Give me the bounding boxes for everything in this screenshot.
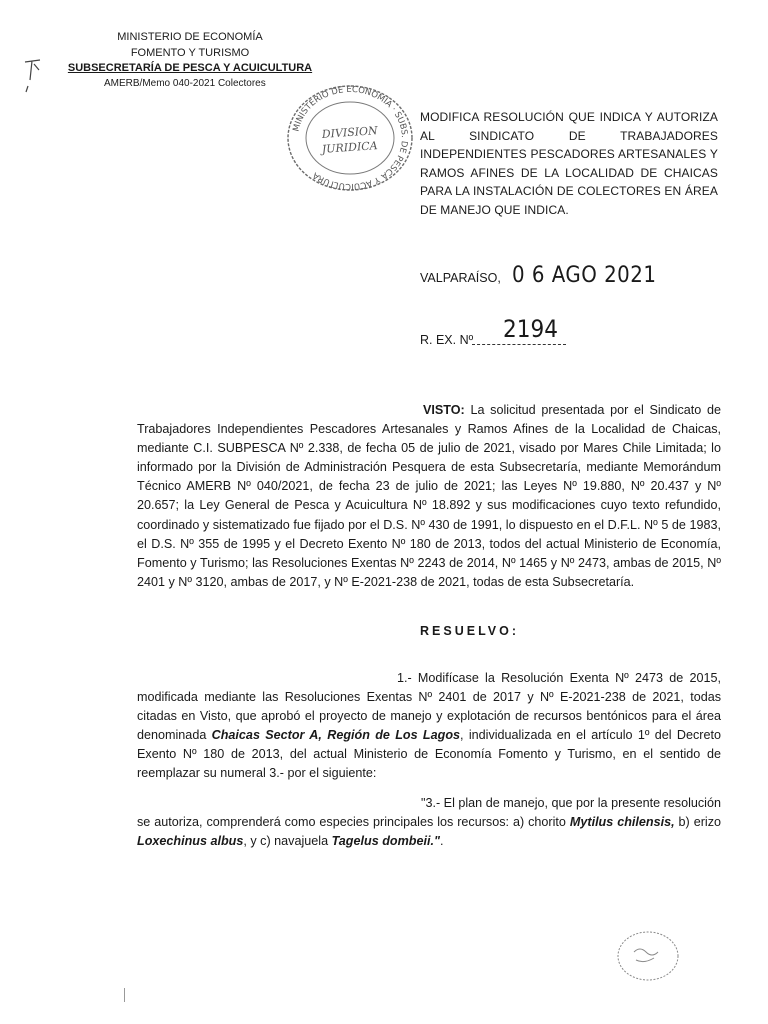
resolution-title: MODIFICA RESOLUCIÓN QUE INDICA Y AUTORIZA AL SINDICATO DE TRABAJADORES INDEPENDIENTES PESCADORES ARTESANALES Y RAMOS AFINES DE LA LOCALIDAD DE CHAICAS PARA LA INSTALACIÓN DE COLECTORES EN ÁREA DE MANEJO QUE INDICA. xyxy=(420,110,718,217)
margin-pen-mark xyxy=(22,56,46,96)
ministry-subtitle: FOMENTO Y TURISMO xyxy=(130,46,250,59)
place-city: VALPARAÍSO, xyxy=(420,271,501,285)
visto-paragraph xyxy=(137,401,721,592)
rex-number-line xyxy=(472,344,566,345)
numeral-3-paragraph: "3.- El plan de manejo, que por la presente resolución se autoriza, comprenderá como especies principales los recursos: a) chorito Mytilus chilensis, b) erizo Loxechinus albus, y c) navajuela Tagelus dombeii.". xyxy=(137,796,721,849)
bottom-stamp xyxy=(612,926,684,986)
species-mytilus: Mytilus chilensis, xyxy=(569,815,675,830)
stamp-ring-text: MINISTERIO DE ECONOMÍA · SUBS. DE PESCA Y ACUICULTURA xyxy=(291,84,410,192)
division-juridica-stamp xyxy=(282,82,418,194)
subsecretaria-name: SUBSECRETARÍA DE PESCA Y ACUICULTURA xyxy=(67,62,313,74)
area-name: Chaicas Sector A, Región de Los Lagos xyxy=(211,728,461,743)
rex-number: 2194 xyxy=(503,315,558,343)
scan-mark xyxy=(124,988,125,1002)
resuelvo-heading: RESUELVO: xyxy=(420,624,519,638)
stamp-line2: JURIDICA xyxy=(321,139,379,156)
species-tagelus: Tagelus dombeii." xyxy=(331,834,440,849)
stamp-line1: DIVISION xyxy=(321,124,379,141)
article-1-paragraph: 1.- Modifícase la Resolución Exenta Nº 2473 de 2015, modificada mediante las Resoluciones Exentas Nº 2401 de 2017 y Nº E-2021-238 de 2021, todas citadas en Visto, que aprobó el proyecto de manejo y explotación de recursos bentónicos para el área denominada Chaicas Sector A, Región de Los Lagos, individualizada en el artículo 1º del Decreto Exento Nº 180 de 2013, del actual Ministerio de Economía Fomento y Turismo, en el sentido de reemplazar su numeral 3.- por el siguiente: xyxy=(137,671,721,781)
ministry-name: MINISTERIO DE ECONOMÍA xyxy=(117,31,263,43)
visto-text: La solicitud presentada por el Sindicato de Trabajadores Independientes Pescadores Artesanales y Ramos Afines de la Localidad de Chaicas, mediante C.I. SUBPESCA Nº 2.338, de fecha 05 de julio de 2021, visado por Mares Chile Limitada; lo informado por la División de Administración Pesquera de esta Subsecretaría, mediante Memorándum Técnico AMERB Nº 040/2021, de fecha 23 de julio de 2021; las Leyes Nº 19.880, Nº 20.437 y Nº 20.657; la Ley General de Pesca y Acuicultura Nº 18.892 y sus modificaciones cuyo texto refundido, coordinado y sistematizado fue fijado por el D.S. Nº 430 de 1991, lo dispuesto en el D.F.L. Nº 5 de 1983, el D.S. Nº 355 de 1995 y el Decreto Exento Nº 180 de 2013, todos del actual Ministerio de Economía, Fomento y Turismo; las Resoluciones Exentas Nº 2243 de 2014, Nº 1465 y Nº 2473, ambas de 2015, Nº 2401 y Nº 3120, ambas de 2017, y Nº E-2021-238 de 2021, todas de esta Subsecretaría. xyxy=(137,403,721,589)
resolution-date: 0 6 AGO 2021 xyxy=(512,263,657,288)
visto-label: VISTO: xyxy=(423,403,465,417)
rex-label: R. EX. Nº xyxy=(420,333,474,347)
species-loxechinus: Loxechinus albus xyxy=(137,834,244,849)
memo-reference: AMERB/Memo 040-2021 Colectores xyxy=(104,78,266,89)
institution-header xyxy=(60,30,320,77)
